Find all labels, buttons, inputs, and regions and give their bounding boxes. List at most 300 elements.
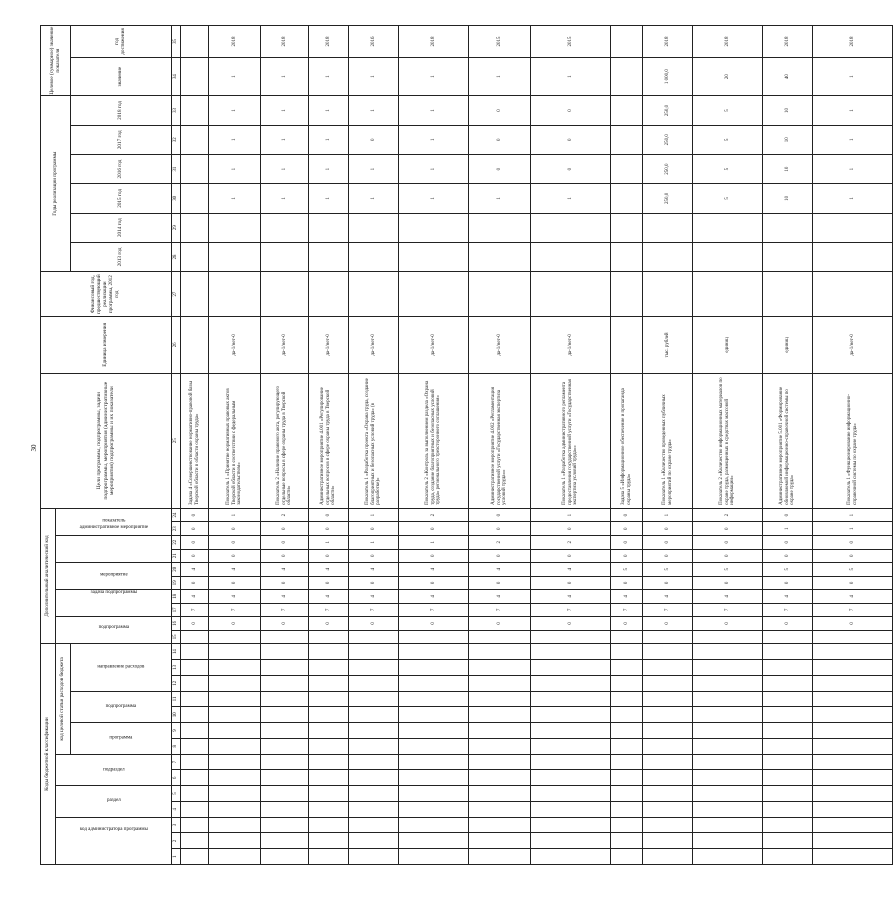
row-target-value: 1 — [531, 57, 611, 95]
row-year-value: 5 — [693, 154, 763, 183]
col-num: 7 — [172, 754, 181, 770]
row-year-value: 1 — [209, 184, 261, 213]
budget-codes-header: Коды бюджетной классификации — [41, 644, 56, 865]
row-year-value — [611, 213, 643, 242]
y2015-header: 2015 год — [71, 184, 172, 213]
row-year-value: 1 — [209, 96, 261, 125]
table-row — [309, 26, 349, 865]
budget-code-cell — [763, 675, 813, 691]
budget-code-cell — [693, 738, 763, 754]
budget-code-cell — [309, 786, 349, 802]
col-num: 30 — [172, 184, 181, 213]
row-year-value — [309, 242, 349, 271]
extra-code-digit: 5 — [763, 563, 813, 577]
table-row — [469, 26, 531, 865]
budget-code-cell — [611, 675, 643, 691]
budget-code-cell — [693, 660, 763, 676]
extra-code-digit: 0 — [469, 549, 531, 563]
row-fin-year-value — [349, 272, 399, 317]
col-num: 20 — [172, 563, 181, 577]
extra-code-digit: 7 — [261, 603, 309, 617]
budget-code-cell — [399, 849, 469, 865]
budget-code-cell — [209, 675, 261, 691]
extra-code-digit — [813, 630, 893, 644]
budget-code-cell — [531, 644, 611, 660]
extra-code-digit: 0 — [611, 549, 643, 563]
row-year-value — [181, 96, 209, 125]
extra-code-digit: 0 — [813, 536, 893, 550]
budget-code-cell — [643, 707, 693, 723]
extra-code-digit — [693, 630, 763, 644]
row-year-value: 1 — [309, 184, 349, 213]
row-year-value — [763, 213, 813, 242]
budget-code-cell — [349, 644, 399, 660]
extra-code-digit: 4 — [261, 563, 309, 577]
row-year-value: 1 — [813, 125, 893, 154]
budget-code-cell — [209, 723, 261, 739]
budget-code-cell — [531, 723, 611, 739]
col-num: 2 — [172, 833, 181, 849]
row-year-value — [611, 184, 643, 213]
row-year-value: 10 — [763, 184, 813, 213]
budget-code-cell — [611, 833, 643, 849]
col-num: 24 — [172, 508, 181, 522]
extra-code-digit: 0 — [349, 549, 399, 563]
budget-code-cell — [181, 660, 209, 676]
target-header: Целевое (суммарное) значение показателя — [41, 26, 71, 96]
row-fin-year-value — [693, 272, 763, 317]
budget-code-cell — [693, 786, 763, 802]
row-year-value — [763, 242, 813, 271]
value-header: значение — [71, 57, 172, 95]
row-description: Показатель 2 «Контроль за выполнением раздела «Охрана труда, создание благоприятных и безопасных условий труда» регионального трехстороннего соглашения» — [399, 373, 469, 508]
budget-code-cell — [349, 738, 399, 754]
extra-code-digit: 0 — [611, 536, 643, 550]
admin-code-header: код администратора программы — [79, 827, 148, 833]
extra-code-digit: 0 — [309, 522, 349, 536]
budget-code-cell — [309, 660, 349, 676]
extra-code-digit: 0 — [693, 576, 763, 590]
page-number: 30 — [30, 444, 38, 452]
y2016-header: 2016 год — [71, 154, 172, 183]
col-num: 6 — [172, 770, 181, 786]
budget-code-cell — [399, 817, 469, 833]
row-year-value: 1 — [261, 154, 309, 183]
extra-code-digit: 2 — [261, 508, 309, 522]
budget-code-cell — [611, 786, 643, 802]
extra-code-digit: 0 — [611, 576, 643, 590]
table-row — [813, 26, 893, 865]
budget-code-cell — [763, 660, 813, 676]
budget-code-cell — [261, 675, 309, 691]
budget-code-cell — [181, 691, 209, 707]
extra-code-digit: 0 — [531, 522, 611, 536]
extra-code-digit — [309, 630, 349, 644]
extra-code-digit: 1 — [643, 508, 693, 522]
extra-code-digit: 0 — [813, 617, 893, 631]
col-num: 12 — [172, 675, 181, 691]
budget-code-cell — [349, 723, 399, 739]
row-target-year: 2016 — [349, 26, 399, 58]
budget-code-cell — [309, 770, 349, 786]
table-row — [643, 26, 693, 865]
budget-code-cell — [763, 849, 813, 865]
extra-code-digit: 0 — [531, 576, 611, 590]
row-year-value — [181, 184, 209, 213]
extra-code-digit: 0 — [643, 522, 693, 536]
row-target-year: 2018 — [261, 26, 309, 58]
extra-code-digit: 5 — [693, 563, 763, 577]
row-year-value: 1 — [309, 96, 349, 125]
budget-code-cell — [693, 849, 763, 865]
fin-year-header: Финансовый год, предшествующий реализации программы, 2012 год — [41, 272, 172, 317]
table-row — [349, 26, 399, 865]
row-year-value: 250,0 — [643, 184, 693, 213]
budget-code-cell — [643, 786, 693, 802]
budget-code-cell — [181, 801, 209, 817]
extra-code-digit — [261, 630, 309, 644]
extra-code-digit: 0 — [469, 508, 531, 522]
budget-code-cell — [469, 801, 531, 817]
budget-code-cell — [349, 754, 399, 770]
extra-code-digit: 4 — [531, 590, 611, 604]
row-description: Административное мероприятие 4.001 «Регулирование отдельных вопросов в сфере охраны труда в Тверской области» — [309, 373, 349, 508]
budget-code-cell — [469, 817, 531, 833]
budget-code-cell — [309, 817, 349, 833]
row-description: Задача 5 «Информационное обеспечение и пропаганда охраны труда» — [611, 373, 643, 508]
extra-code-digit: 0 — [309, 549, 349, 563]
extra-code-digit — [349, 630, 399, 644]
unit-header: Единица измерения — [41, 317, 172, 373]
row-target-year: 2018 — [693, 26, 763, 58]
col-num: 17 — [172, 603, 181, 617]
row-year-value — [693, 213, 763, 242]
budget-code-cell — [261, 833, 309, 849]
row-target-year: 2018 — [763, 26, 813, 58]
extra-code-digit: 2 — [531, 536, 611, 550]
extra-code-digit: 0 — [643, 536, 693, 550]
row-target-year — [181, 26, 209, 58]
extra-code-digit: 0 — [643, 617, 693, 631]
col-num: 34 — [172, 57, 181, 95]
row-year-value: 5 — [693, 96, 763, 125]
col-num: 25 — [172, 373, 181, 508]
extra-code-digit: 0 — [531, 549, 611, 563]
budget-code-cell — [763, 644, 813, 660]
row-unit: да-1/нет-0 — [349, 317, 399, 373]
table-row — [209, 26, 261, 865]
budget-code-cell — [531, 691, 611, 707]
extra-code-digit: 1 — [349, 508, 399, 522]
extra-code-digit: 4 — [209, 590, 261, 604]
extra-code-digit: 0 — [611, 522, 643, 536]
budget-code-cell — [469, 723, 531, 739]
extra-code-digit: 0 — [261, 549, 309, 563]
extra-code-digit: 0 — [181, 536, 209, 550]
budget-code-cell — [181, 770, 209, 786]
podprogramma-header: подпрограмма — [105, 703, 137, 709]
col-num: 16 — [172, 617, 181, 631]
y2014-header: 2014 год — [71, 213, 172, 242]
extra-code-digit: 7 — [531, 603, 611, 617]
budget-code-cell — [469, 786, 531, 802]
budget-code-cell — [309, 675, 349, 691]
extra-code-digit: 4 — [349, 590, 399, 604]
row-target-value — [181, 57, 209, 95]
row-fin-year-value — [531, 272, 611, 317]
budget-code-cell — [469, 660, 531, 676]
extra-code-digit: 4 — [611, 590, 643, 604]
budget-code-cell — [209, 738, 261, 754]
budget-code-cell — [399, 660, 469, 676]
row-year-value: 1 — [261, 125, 309, 154]
extra-code-digit: 0 — [693, 522, 763, 536]
extra-code-digit: 0 — [693, 617, 763, 631]
extra-code-digit: 0 — [181, 508, 209, 522]
col-num: 8 — [172, 738, 181, 754]
row-year-value: 1 — [349, 184, 399, 213]
budget-code-cell — [399, 691, 469, 707]
row-year-value: 5 — [693, 125, 763, 154]
budget-code-cell — [643, 691, 693, 707]
extra-code-digit: 0 — [209, 576, 261, 590]
col-num: 26 — [172, 317, 181, 373]
budget-code-cell — [209, 801, 261, 817]
programma-header: программа — [109, 735, 133, 741]
row-year-value — [209, 242, 261, 271]
row-year-value: 250,0 — [643, 125, 693, 154]
extra-code-digit: 4 — [643, 590, 693, 604]
extra-code-digit: 0 — [181, 522, 209, 536]
podrazdel-header: подраздел — [102, 767, 125, 773]
budget-code-cell — [531, 770, 611, 786]
sub-code-header: подпрограмма — [98, 624, 129, 630]
extra-code-digit: 0 — [399, 617, 469, 631]
row-year-value — [813, 242, 893, 271]
extra-code-digit: 1 — [531, 508, 611, 522]
budget-code-cell — [261, 817, 309, 833]
extra-code-digit: 4 — [469, 563, 531, 577]
budget-code-cell — [209, 707, 261, 723]
extra-code-digit: 4 — [309, 563, 349, 577]
target-item-header: код целевой статьи расходов бюджета — [56, 644, 71, 755]
extra-code-digit: 1 — [209, 508, 261, 522]
row-fin-year-value — [611, 272, 643, 317]
col-num: 3 — [172, 817, 181, 833]
budget-code-cell — [611, 817, 643, 833]
budget-code-cell — [763, 817, 813, 833]
row-description: Задача 4 «Совершенствование нормативно-правовой базы Тверской области в области охраны труда» — [181, 373, 209, 508]
extra-code-digit — [763, 630, 813, 644]
row-year-value: 0 — [349, 125, 399, 154]
budget-code-cell — [469, 849, 531, 865]
budget-code-cell — [813, 675, 893, 691]
budget-code-cell — [399, 801, 469, 817]
row-unit: единиц — [693, 317, 763, 373]
extra-code-digit: 0 — [261, 576, 309, 590]
col-num: 33 — [172, 96, 181, 125]
row-year-value: 1 — [399, 154, 469, 183]
budget-code-cell — [399, 675, 469, 691]
row-fin-year-value — [399, 272, 469, 317]
row-year-value — [261, 242, 309, 271]
budget-code-cell — [209, 754, 261, 770]
row-year-value — [399, 242, 469, 271]
extra-code-digit: 7 — [309, 603, 349, 617]
extra-code-digit: 2 — [399, 508, 469, 522]
row-target-year: 2018 — [399, 26, 469, 58]
table-row — [399, 26, 469, 865]
budget-code-cell — [349, 660, 399, 676]
budget-code-cell — [309, 738, 349, 754]
col-num: 18 — [172, 590, 181, 604]
budget-code-cell — [763, 707, 813, 723]
budget-code-cell — [349, 691, 399, 707]
row-year-value: 0 — [531, 125, 611, 154]
budget-code-cell — [763, 738, 813, 754]
budget-code-cell — [813, 770, 893, 786]
budget-code-cell — [469, 833, 531, 849]
extra-code-digit: 0 — [399, 522, 469, 536]
budget-code-cell — [611, 849, 643, 865]
budget-code-cell — [693, 754, 763, 770]
extra-code-digit: 7 — [209, 603, 261, 617]
budget-code-cell — [349, 801, 399, 817]
measure-code-header: мероприятие — [99, 572, 128, 578]
budget-code-cell — [611, 723, 643, 739]
row-year-value: 0 — [469, 96, 531, 125]
row-unit — [181, 317, 209, 373]
extra-code-digit: 0 — [469, 576, 531, 590]
budget-code-cell — [763, 770, 813, 786]
extra-code-digit: 0 — [261, 617, 309, 631]
row-year-value — [643, 213, 693, 242]
row-year-value: 10 — [763, 125, 813, 154]
extra-code-digit: 2 — [693, 508, 763, 522]
budget-code-cell — [399, 644, 469, 660]
program-indicators-table — [40, 25, 893, 865]
budget-code-cell — [469, 754, 531, 770]
indicator-code-header: показатель — [101, 519, 125, 525]
col-num: 9 — [172, 723, 181, 739]
budget-code-cell — [763, 754, 813, 770]
budget-code-cell — [531, 833, 611, 849]
table-row — [181, 26, 209, 865]
task-code-header: задача подпрограммы — [90, 589, 137, 595]
row-unit: да-1/нет-0 — [309, 317, 349, 373]
row-year-value — [181, 125, 209, 154]
rotated-table-container — [40, 25, 858, 865]
extra-code-digit: 0 — [209, 549, 261, 563]
budget-code-cell — [181, 833, 209, 849]
extra-code-digit: 0 — [763, 508, 813, 522]
extra-code-digit: 0 — [349, 617, 399, 631]
extra-code-digit: 0 — [261, 536, 309, 550]
row-target-year: 2018 — [643, 26, 693, 58]
budget-code-cell — [469, 644, 531, 660]
row-fin-year-value — [181, 272, 209, 317]
col-num: 27 — [172, 272, 181, 317]
table-row — [611, 26, 643, 865]
budget-code-cell — [693, 691, 763, 707]
budget-code-cell — [181, 644, 209, 660]
budget-code-cell — [611, 738, 643, 754]
budget-code-cell — [469, 770, 531, 786]
budget-code-cell — [813, 817, 893, 833]
budget-code-cell — [469, 691, 531, 707]
extra-code-digit: 0 — [643, 576, 693, 590]
budget-code-cell — [643, 675, 693, 691]
budget-code-cell — [181, 849, 209, 865]
budget-code-cell — [261, 849, 309, 865]
extra-code-digit: 0 — [469, 522, 531, 536]
row-target-value: 20 — [693, 57, 763, 95]
extra-code-digit — [643, 630, 693, 644]
extra-code-digit: 0 — [763, 549, 813, 563]
extra-code-digit: 1 — [309, 536, 349, 550]
budget-code-cell — [531, 738, 611, 754]
extra-code-digit: 0 — [611, 508, 643, 522]
budget-code-cell — [813, 786, 893, 802]
row-year-value: 1 — [813, 184, 893, 213]
row-description: Показатель 1 «Разработка проекта «Охрана труда, создание благоприятных и безопасных условий труда» (в разработке)» — [349, 373, 399, 508]
row-target-value: 1 — [399, 57, 469, 95]
extra-code-digit — [469, 630, 531, 644]
row-fin-year-value — [469, 272, 531, 317]
budget-code-cell — [261, 738, 309, 754]
row-fin-year-value — [643, 272, 693, 317]
extra-code-digit: 4 — [693, 590, 763, 604]
budget-code-cell — [693, 833, 763, 849]
row-year-value — [181, 154, 209, 183]
budget-code-cell — [399, 723, 469, 739]
row-year-value — [209, 213, 261, 242]
row-description: Показатель 2 «Количество информационных материалов по охране труда, размещенных в средствах массовой информации» — [693, 373, 763, 508]
budget-code-cell — [399, 738, 469, 754]
row-year-value — [469, 213, 531, 242]
budget-code-cell — [399, 754, 469, 770]
budget-code-cell — [309, 707, 349, 723]
budget-code-cell — [531, 786, 611, 802]
row-year-value — [611, 125, 643, 154]
extra-code-digit: 5 — [611, 563, 643, 577]
row-unit: да-1/нет-0 — [813, 317, 893, 373]
table-row — [763, 26, 813, 865]
extra-code-digit: 4 — [261, 590, 309, 604]
col-num: 23 — [172, 522, 181, 536]
budget-code-cell — [261, 660, 309, 676]
extra-code-digit: 7 — [469, 603, 531, 617]
budget-code-cell — [611, 770, 643, 786]
extra-code-digit: 0 — [349, 576, 399, 590]
budget-code-cell — [693, 801, 763, 817]
col-num: 10 — [172, 707, 181, 723]
budget-code-cell — [531, 801, 611, 817]
goal-header: Цели программы, подпрограммы, задачи подпрограммы, мероприятия (административные мероприятия) подпрограммы и их показатели — [41, 373, 172, 508]
row-target-value — [611, 57, 643, 95]
budget-code-cell — [349, 786, 399, 802]
row-year-value — [813, 213, 893, 242]
row-year-value: 10 — [763, 154, 813, 183]
row-year-value: 1 — [349, 154, 399, 183]
row-year-value — [181, 242, 209, 271]
row-target-value: 1 — [209, 57, 261, 95]
extra-code-digit: 1 — [399, 536, 469, 550]
row-year-value: 0 — [469, 125, 531, 154]
extra-code-digit: 0 — [309, 508, 349, 522]
row-year-value: 1 — [349, 96, 399, 125]
extra-code-digit: 0 — [693, 549, 763, 563]
